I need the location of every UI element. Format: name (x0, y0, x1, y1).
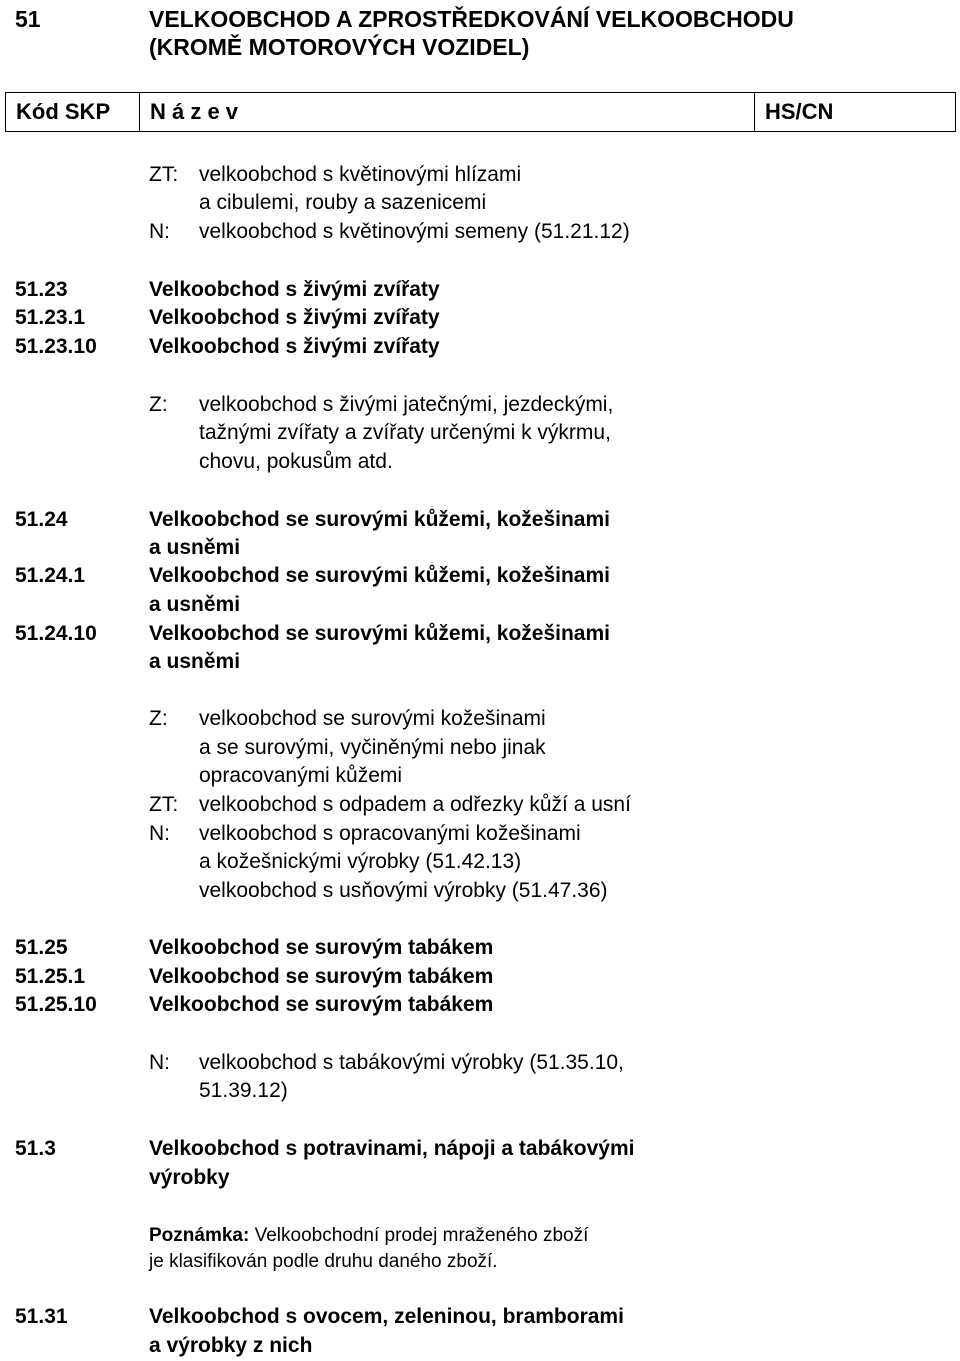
note-text: a kožešnickými výrobky (51.42.13) (199, 850, 522, 873)
item-code: 51.23 (15, 278, 68, 301)
note-text: opracovanými kůžemi (199, 764, 403, 787)
note-text: velkoobchod s květinovými semeny (51.21.12) (199, 220, 630, 243)
note-text: velkoobchod s živými jatečnými, jezdeckými, (199, 393, 614, 416)
remark-label: Poznámka: (149, 1225, 250, 1246)
item-name-cont: a usněmi (149, 650, 241, 673)
item-code: 51.25.10 (15, 993, 97, 1016)
note-mark-n: N: (149, 1051, 170, 1074)
header-name-column: N á z e v (140, 93, 755, 131)
item-name: Velkoobchod s živými zvířaty (149, 278, 440, 301)
item-name: Velkoobchod se surovým tabákem (149, 993, 494, 1016)
note-text: chovu, pokusům atd. (199, 450, 393, 473)
table-header (5, 92, 956, 132)
item-name: Velkoobchod s potravinami, nápoji a tabákovými (149, 1137, 635, 1160)
note-text: velkoobchod se surovými kožešinami (199, 707, 546, 730)
note-text: velkoobchod s opracovanými kožešinami (199, 822, 581, 845)
item-name: Velkoobchod s živými zvířaty (149, 306, 440, 329)
item-code: 51.31 (15, 1305, 68, 1328)
remark-text: je klasifikován podle druhu daného zboží. (149, 1251, 498, 1272)
item-name-cont: výrobky (149, 1166, 230, 1189)
note-mark-n: N: (149, 822, 170, 845)
remark (149, 1222, 588, 1250)
item-name: Velkoobchod s ovocem, zeleninou, bramborami (149, 1305, 624, 1328)
item-name: Velkoobchod se surovým tabákem (149, 965, 494, 988)
item-name-cont: a usněmi (149, 536, 241, 559)
item-name-cont: a usněmi (149, 593, 241, 616)
note-text: velkoobchod s odpadem a odřezky kůží a usní (199, 793, 631, 816)
note-mark-n: N: (149, 220, 170, 243)
note-text: velkoobchod s usňovými výrobky (51.47.36) (199, 879, 608, 902)
remark-text: Velkoobchodní prodej mraženého zboží (249, 1225, 589, 1246)
note-text: 51.39.12) (199, 1079, 288, 1102)
item-code: 51.24 (15, 508, 68, 531)
item-name: Velkoobchod se surovými kůžemi, kožešinami (149, 508, 610, 531)
item-name-cont: a výrobky z nich (149, 1334, 313, 1357)
note-mark-zt: ZT: (149, 163, 179, 186)
item-code: 51.3 (15, 1137, 56, 1160)
note-text: velkoobchod s tabákovými výrobky (51.35.10, (199, 1051, 624, 1074)
section-title (149, 5, 794, 61)
note-mark-zt: ZT: (149, 793, 179, 816)
item-name: Velkoobchod se surovými kůžemi, kožešinami (149, 564, 610, 587)
note-text: velkoobchod s květinovými hlízami (199, 163, 522, 186)
header-code-column: Kód SKP (6, 93, 140, 131)
item-code: 51.23.1 (15, 306, 86, 329)
note-mark-z: Z: (149, 393, 168, 416)
item-name: Velkoobchod se surovým tabákem (149, 936, 494, 959)
item-code: 51.25 (15, 936, 68, 959)
item-name: Velkoobchod se surovými kůžemi, kožešinami (149, 622, 610, 645)
section-code: 51 (15, 6, 41, 32)
item-code: 51.25.1 (15, 965, 86, 988)
note-text: a cibulemi, rouby a sazenicemi (199, 191, 487, 214)
note-text: tažnými zvířaty a zvířaty určenými k výkrmu, (199, 421, 611, 444)
item-code: 51.24.10 (15, 622, 97, 645)
item-code: 51.24.1 (15, 564, 86, 587)
note-mark-z: Z: (149, 707, 168, 730)
header-hscn-column: HS/CN (765, 99, 834, 124)
section-title-line2: (KROMĚ MOTOROVÝCH VOZIDEL) (149, 34, 530, 60)
note-text: a se surovými, vyčiněnými nebo jinak (199, 736, 546, 759)
section-title-line1: VELKOOBCHOD A ZPROSTŘEDKOVÁNÍ VELKOOBCHODU (149, 6, 794, 32)
item-code: 51.23.10 (15, 335, 97, 358)
item-name: Velkoobchod s živými zvířaty (149, 335, 440, 358)
